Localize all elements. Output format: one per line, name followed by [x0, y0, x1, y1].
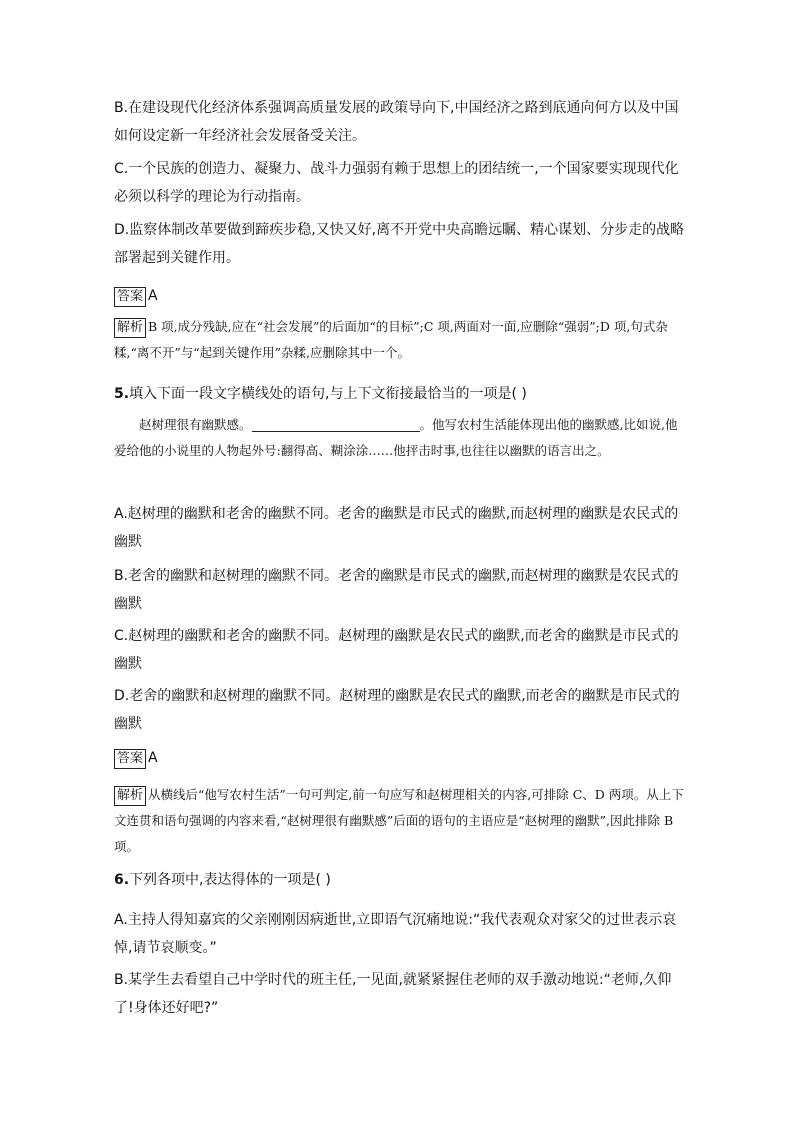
analysis-tag: 解析: [114, 786, 146, 806]
q6-stem: 下列各项中,表达得体的一项是( ): [129, 872, 331, 888]
q5-stem: 填入下面一段文字横线处的语句,与上下文衔接最恰当的一项是( ): [129, 386, 527, 402]
q6-option-a: A.主持人得知嘉宾的父亲刚刚因病逝世,立即语气沉痛地说:“我代表观众对家父的过世表示哀悼,请节哀顺变。”: [114, 912, 677, 956]
q4-option-c: C.一个民族的创造力、凝聚力、战斗力强弱有赖于思想上的团结统一,一个国家要实现现代化必须以科学的理论为行动指南。: [114, 161, 679, 205]
q5-passage-after: 。他写农村生活能体现出他的幽默感,比如说,他爱给他的小说里的人物起外号:翻得高、糊涂涂……他抨击时事,也往往以幽默的语言出之。: [114, 417, 678, 458]
q5-passage: [114, 412, 686, 464]
q5-analysis: 从横线后“他写农村生活”一句可判定,前一句应写和赵树理相关的内容,可排除 C、D 两项。从上下文连贯和语句强调的内容来看,“赵树理很有幽默感”后面的语句的主语应是“赵树理的幽默”,因此排除 B 项。: [114, 787, 684, 854]
q6-number: 6.: [114, 872, 130, 888]
q5-option-c: C.赵树理的幽默和老舍的幽默不同。赵树理的幽默是农民式的幽默,而老舍的幽默是市民式的幽默: [114, 628, 679, 672]
q5-answer-line: [114, 744, 686, 772]
q5-option-d: D.老舍的幽默和赵树理的幽默不同。赵树理的幽默是农民式的幽默,而老舍的幽默是市民式的幽默: [114, 688, 680, 732]
q5-option-b: B.老舍的幽默和赵树理的幽默不同。老舍的幽默是市民式的幽默,而赵树理的幽默是农民式的幽默: [114, 568, 679, 612]
q6-stem-line: [114, 866, 686, 894]
q5-passage-before: 赵树理很有幽默感。: [139, 417, 252, 432]
q5-stem-line: [114, 380, 686, 408]
q4-option-b: B.在建设现代化经济体系强调高质量发展的政策导向下,中国经济之路到底通向何方以及中国如何设定新一年经济社会发展备受关注。: [114, 100, 679, 144]
q4-analysis: B 项,成分残缺,应在“社会发展”的后面加“的目标”;C 项,两面对一面,应删除“强弱”;D 项,句式杂糅,“离不开”与“起到关键作用”杂糅,应删除其中一个。: [114, 319, 668, 360]
fill-in-blank: [252, 415, 420, 432]
analysis-tag: 解析: [114, 318, 146, 338]
q4-answer: A: [148, 288, 158, 304]
q5-number: 5.: [114, 386, 130, 402]
q4-analysis-line: [114, 314, 686, 366]
q6-option-b: B.某学生去看望自己中学时代的班主任,一见面,就紧紧握住老师的双手激动地说:“老师,久仰了!身体还好吧?”: [114, 972, 672, 1016]
q5-analysis-line: [114, 782, 686, 860]
q4-option-d: D.监察体制改革要做到蹄疾步稳,又快又好,离不开党中央高瞻远瞩、精心谋划、分步走的战略部署起到关键作用。: [114, 222, 685, 266]
q4-answer-line: [114, 282, 686, 310]
answer-tag: 答案: [114, 287, 146, 307]
answer-tag: 答案: [114, 749, 146, 769]
q5-option-a: A.赵树理的幽默和老舍的幽默不同。老舍的幽默是市民式的幽默,而赵树理的幽默是农民式的幽默: [114, 506, 679, 550]
q5-answer: A: [148, 750, 158, 766]
